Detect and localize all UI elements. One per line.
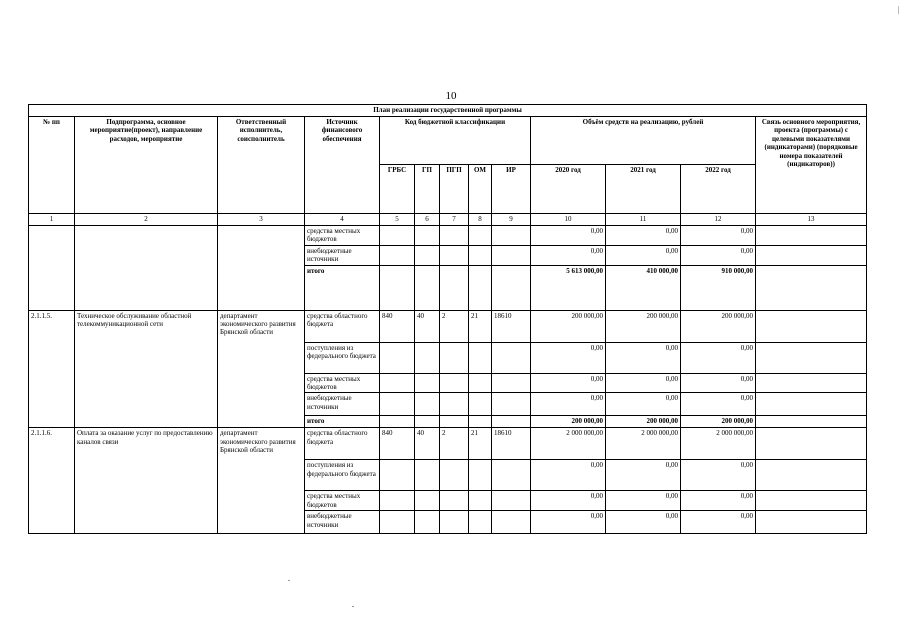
responsible-cell: департамент экономического развития Брянской области	[218, 310, 305, 428]
header-pgp: ПГП	[440, 165, 469, 214]
code-gp-cell	[415, 416, 440, 428]
code-ir-cell	[492, 342, 531, 373]
header-ir: ИР	[492, 165, 531, 214]
source-cell: средства местных бюджетов	[305, 491, 380, 511]
amount-y2020-cell: 5 613 000,00	[531, 265, 606, 310]
code-grbs-cell: 840	[380, 428, 415, 460]
code-pgp-cell	[440, 342, 469, 373]
code-grbs-cell: 840	[380, 310, 415, 342]
header-link: Связь основного мероприятия, проекта (программы) с целевыми показателями (индикаторами) (порядковые номера показателей (индикаторов))	[756, 117, 867, 214]
indicator-link-cell	[756, 460, 867, 491]
code-grbs-cell	[380, 511, 415, 534]
amount-y2020-cell: 2 000 000,00	[531, 428, 606, 460]
page-number: 10	[445, 90, 457, 102]
code-ir-cell	[492, 393, 531, 416]
table-row	[29, 226, 867, 246]
column-number-row	[29, 214, 867, 226]
amount-y2021-cell: 2 000 000,00	[606, 428, 681, 460]
amount-y2021-cell: 0,00	[606, 460, 681, 491]
source-cell: средства местных бюджетов	[305, 373, 380, 393]
program-cell: Техническое обслуживание областной телекоммуникационной сети	[75, 310, 218, 428]
indicator-link-cell	[756, 310, 867, 342]
code-pgp-cell	[440, 491, 469, 511]
indicator-link-cell	[756, 428, 867, 460]
column-number: 2	[75, 214, 218, 226]
code-grbs-cell	[380, 416, 415, 428]
code-ir-cell	[492, 245, 531, 265]
amount-y2022-cell: 0,00	[681, 511, 756, 534]
amount-y2022-cell: 0,00	[681, 245, 756, 265]
code-om-cell: 21	[469, 310, 492, 342]
code-pgp-cell	[440, 460, 469, 491]
code-ir-cell	[492, 460, 531, 491]
code-grbs-cell	[380, 460, 415, 491]
num-cell: 2.1.1.5.	[29, 310, 75, 428]
amount-y2022-cell: 0,00	[681, 342, 756, 373]
code-gp-cell	[415, 342, 440, 373]
column-number: 4	[305, 214, 380, 226]
code-pgp-cell	[440, 511, 469, 534]
code-pgp-cell: 2	[440, 310, 469, 342]
amount-y2021-cell: 410 000,00	[606, 265, 681, 310]
source-cell: внебюджетные источники	[305, 245, 380, 265]
code-ir-cell: 18610	[492, 310, 531, 342]
indicator-link-cell	[756, 373, 867, 393]
header-num: № пп	[29, 117, 75, 214]
code-gp-cell	[415, 226, 440, 246]
code-pgp-cell	[440, 245, 469, 265]
code-om-cell	[469, 342, 492, 373]
code-ir-cell	[492, 491, 531, 511]
code-om-cell	[469, 373, 492, 393]
amount-y2020-cell: 0,00	[531, 511, 606, 534]
table-row	[29, 428, 867, 460]
header-program: Подпрограмма, основное мероприятие(проект), направление расходов, мероприятие	[75, 117, 218, 214]
amount-y2022-cell: 0,00	[681, 393, 756, 416]
column-number: 13	[756, 214, 867, 226]
source-cell: средства областного бюджета	[305, 428, 380, 460]
header-responsible: Ответственный исполнитель, соисполнитель	[218, 117, 305, 214]
code-grbs-cell	[380, 491, 415, 511]
amount-y2021-cell: 0,00	[606, 491, 681, 511]
column-number: 3	[218, 214, 305, 226]
amount-y2022-cell: 0,00	[681, 491, 756, 511]
code-om-cell: 21	[469, 428, 492, 460]
code-ir-cell: 18610	[492, 428, 531, 460]
amount-y2022-cell: 2 000 000,00	[681, 428, 756, 460]
code-gp-cell	[415, 491, 440, 511]
amount-y2020-cell: 0,00	[531, 342, 606, 373]
column-number: 10	[531, 214, 606, 226]
amount-y2021-cell: 0,00	[606, 373, 681, 393]
amount-y2022-cell: 910 000,00	[681, 265, 756, 310]
source-cell: итого	[305, 416, 380, 428]
source-cell: поступления из федерального бюджета	[305, 460, 380, 491]
source-cell: поступления из федерального бюджета	[305, 342, 380, 373]
code-gp-cell: 40	[415, 310, 440, 342]
scan-speck	[288, 580, 290, 581]
code-pgp-cell	[440, 416, 469, 428]
code-gp-cell	[415, 373, 440, 393]
code-pgp-cell	[440, 373, 469, 393]
code-gp-cell	[415, 393, 440, 416]
amount-y2021-cell: 200 000,00	[606, 310, 681, 342]
amount-y2021-cell: 0,00	[606, 226, 681, 246]
responsible-cell: департамент экономического развития Брянской области	[218, 428, 305, 534]
column-number: 12	[681, 214, 756, 226]
amount-y2022-cell: 200 000,00	[681, 310, 756, 342]
code-grbs-cell	[380, 245, 415, 265]
source-cell: средства местных бюджетов	[305, 226, 380, 246]
code-gp-cell: 40	[415, 428, 440, 460]
header-volume: Объём средств на реализацию, рублей	[531, 117, 756, 165]
amount-y2020-cell: 0,00	[531, 491, 606, 511]
indicator-link-cell	[756, 342, 867, 373]
code-om-cell	[469, 226, 492, 246]
code-ir-cell	[492, 416, 531, 428]
source-cell: внебюджетные источники	[305, 511, 380, 534]
code-om-cell	[469, 491, 492, 511]
header-2020: 2020 год	[531, 165, 606, 214]
table-title: План реализации государственной программы	[29, 105, 867, 117]
amount-y2020-cell: 0,00	[531, 460, 606, 491]
amount-y2020-cell: 0,00	[531, 226, 606, 246]
amount-y2022-cell: 200 000,00	[681, 416, 756, 428]
code-om-cell	[469, 393, 492, 416]
amount-y2020-cell: 200 000,00	[531, 310, 606, 342]
header-2021: 2021 год	[606, 165, 681, 214]
code-ir-cell	[492, 373, 531, 393]
amount-y2020-cell: 0,00	[531, 373, 606, 393]
scan-edge-mark	[898, 6, 899, 14]
amount-y2021-cell: 200 000,00	[606, 416, 681, 428]
amount-y2022-cell: 0,00	[681, 373, 756, 393]
amount-y2021-cell: 0,00	[606, 511, 681, 534]
code-pgp-cell	[440, 265, 469, 310]
amount-y2022-cell: 0,00	[681, 226, 756, 246]
source-cell: итого	[305, 265, 380, 310]
column-number: 5	[380, 214, 415, 226]
code-grbs-cell	[380, 226, 415, 246]
code-om-cell	[469, 416, 492, 428]
header-budget-code: Код бюджетной классификации	[380, 117, 531, 165]
source-cell: внебюджетные источники	[305, 393, 380, 416]
amount-y2021-cell: 0,00	[606, 342, 681, 373]
program-cell: Оплата за оказание услуг по предоставлению каналов связи	[75, 428, 218, 534]
amount-y2020-cell: 0,00	[531, 245, 606, 265]
header-2022: 2022 год	[681, 165, 756, 214]
code-ir-cell	[492, 265, 531, 310]
program-plan-table	[28, 104, 867, 534]
responsible-cell	[218, 226, 305, 311]
amount-y2022-cell: 0,00	[681, 460, 756, 491]
code-grbs-cell	[380, 393, 415, 416]
indicator-link-cell	[756, 511, 867, 534]
source-cell: средства областного бюджета	[305, 310, 380, 342]
code-om-cell	[469, 265, 492, 310]
code-gp-cell	[415, 460, 440, 491]
code-ir-cell	[492, 226, 531, 246]
header-grbs: ГРБС	[380, 165, 415, 214]
column-number: 9	[492, 214, 531, 226]
column-number: 6	[415, 214, 440, 226]
scan-speck	[352, 606, 354, 607]
code-grbs-cell	[380, 373, 415, 393]
table-row	[29, 310, 867, 342]
code-gp-cell	[415, 265, 440, 310]
code-om-cell	[469, 460, 492, 491]
column-number: 8	[469, 214, 492, 226]
code-grbs-cell	[380, 342, 415, 373]
indicator-link-cell	[756, 265, 867, 310]
column-number: 11	[606, 214, 681, 226]
program-cell	[75, 226, 218, 311]
indicator-link-cell	[756, 416, 867, 428]
code-om-cell	[469, 245, 492, 265]
num-cell: 2.1.1.6.	[29, 428, 75, 534]
code-grbs-cell	[380, 265, 415, 310]
indicator-link-cell	[756, 226, 867, 246]
amount-y2020-cell: 200 000,00	[531, 416, 606, 428]
column-number: 1	[29, 214, 75, 226]
header-source: Источник финансового обеспечения	[305, 117, 380, 214]
column-number: 7	[440, 214, 469, 226]
indicator-link-cell	[756, 245, 867, 265]
code-gp-cell	[415, 511, 440, 534]
code-pgp-cell: 2	[440, 428, 469, 460]
amount-y2021-cell: 0,00	[606, 245, 681, 265]
code-om-cell	[469, 511, 492, 534]
code-gp-cell	[415, 245, 440, 265]
header-om: ОМ	[469, 165, 492, 214]
code-ir-cell	[492, 511, 531, 534]
indicator-link-cell	[756, 491, 867, 511]
code-pgp-cell	[440, 226, 469, 246]
amount-y2020-cell: 0,00	[531, 393, 606, 416]
code-pgp-cell	[440, 393, 469, 416]
amount-y2021-cell: 0,00	[606, 393, 681, 416]
indicator-link-cell	[756, 393, 867, 416]
header-gp: ГП	[415, 165, 440, 214]
num-cell	[29, 226, 75, 311]
